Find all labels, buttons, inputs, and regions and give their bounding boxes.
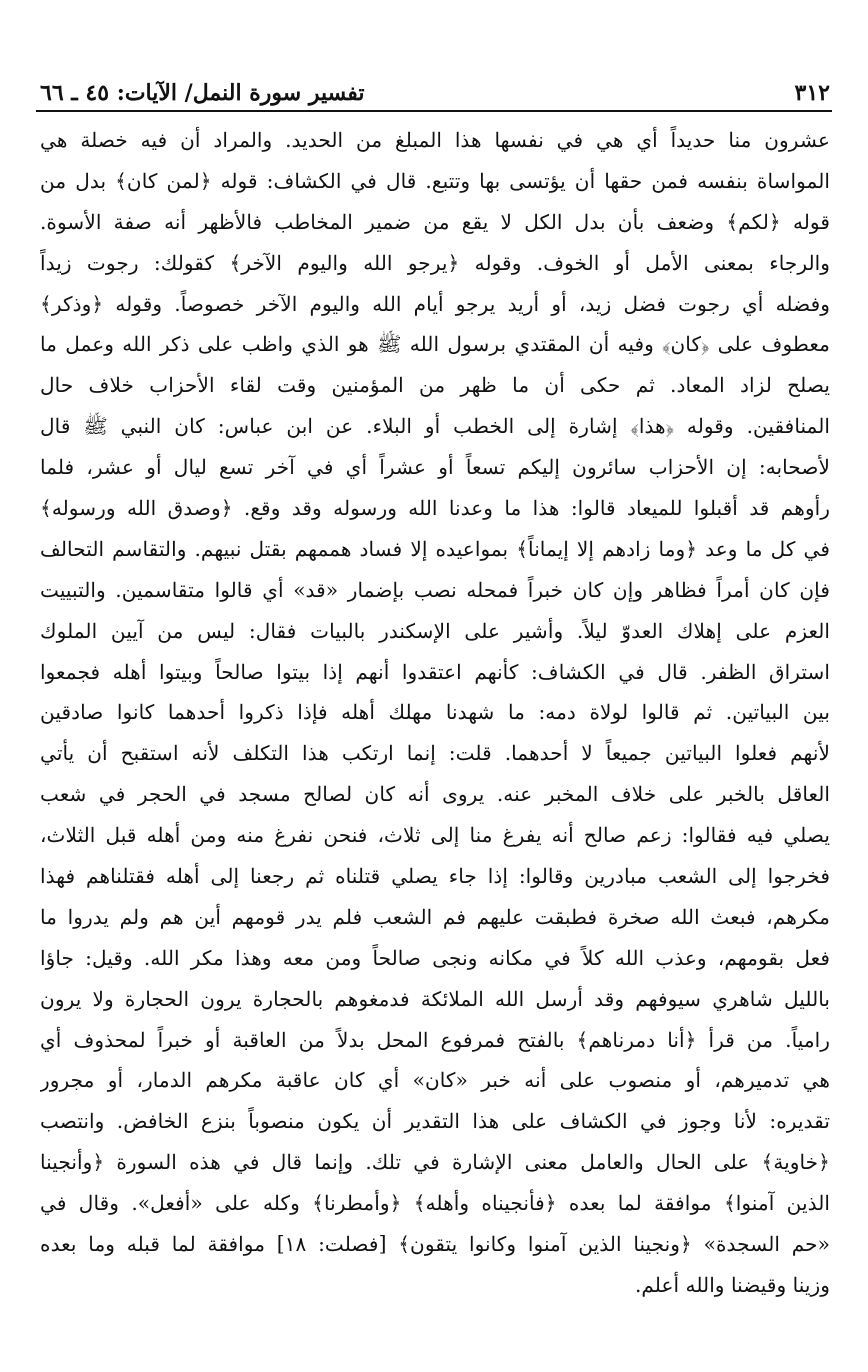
text-line: والرجاء بمعنى الأمل أو الخوف. وقوله ﴿يرجو الله واليوم الآخر﴾ كقولك: رجوت زيداً [40,250,830,275]
text-line: العزم على إهلاك العدوّ ليلاً. وأشير على الإسكندر بالبيات فقال: ليس من آيين الملوك [40,618,830,643]
body-text [40,120,830,1306]
text-line: الذين آمنوا﴾ موافقة لما بعده ﴿فأنجيناه وأهله﴾ ﴿وأمطرنا﴾ وكله على «أفعل». وقال في [40,1191,830,1216]
text-line: هي تدميرهم، أو منصوب على أنه خبر «كان» أي كان عاقبة مكرهم الدمار، أو مجرور [40,1068,830,1093]
header-rule [36,110,832,112]
text-line: المواساة بنفسه فمن حقها أن يؤتسى بها وتتبع. قال في الكشاف: قوله ﴿لمن كان﴾ بدل من [40,168,830,193]
text-line: وزينا وقيضنا والله أعلم. [634,1272,830,1297]
page-number: ٣١٢ [794,80,830,106]
text-line: رامياً. من قرأ ﴿أنا دمرناهم﴾ بالفتح فمرفوع المحل بدلاً من العاقبة أو خبراً لمحذوف أي [40,1027,830,1052]
text-line: «حم السجدة» ﴿ونجينا الذين آمنوا وكانوا يتقون﴾ [فصلت: ١٨] موافقة لما قبله وما بعده [40,1232,830,1257]
text-line: تقديره: لأنا وجوز في الكشاف على هذا التقدير أن يكون منصوباً بنزع الخافض. وانتصب [40,1109,830,1134]
text-line: رأوهم قد أقبلوا للميعاد قالوا: هذا ما وعدنا الله ورسوله وقد وقع. ﴿وصدق الله ورسوله﴾ [40,496,830,521]
text-line: فعل بقومهم، وعذب الله كلاً في مكانه ونجى صالحاً ومن معه وهذا مكر الله. وقيل: جاؤا [40,945,830,970]
page-header [40,72,830,106]
text-line: يصلي فيه فقالوا: زعم صالح أنه يفرغ منا إلى ثلاث، فنحن نفرغ منه ومن أهله قبل الثلاث، [40,823,830,848]
text-line: قوله ﴿لكم﴾ وضعف بأن بدل الكل لا يقع من ضمير المخاطب فالأظهر أنه صفة الأسوة. [40,209,830,234]
text-line: وفضله أي رجوت فضل زيد، أو أريد يرجو أيام الله واليوم الآخر خصوصاً. وقوله ﴿وذكر﴾ [40,291,830,316]
text-line: المنافقين. وقوله ﴿هذا﴾ إشارة إلى الخطب أو البلاء. عن ابن عباس: كان النبي ﷺ قال [40,414,830,439]
text-line: بين البياتين. ثم قالوا لولاة دمه: ما شهدنا مهلك أهله فإذا ذكروا أحدهما كانوا صادقين [40,700,830,725]
running-title: تفسير سورة النمل/ الآيات: ٤٥ ـ ٦٦ [40,80,365,106]
text-line: يصلح لزاد المعاد. ثم حكى أن ما ظهر من المؤمنين وقت لقاء الأحزاب خلاف حال [40,373,830,398]
text-line: عشرون منا حديداً أي هي في نفسها هذا المبلغ من الحديد. والمراد أن فيه خصلة هي [40,128,830,152]
text-line: العاقل بالخبر على خلاف المخبر عنه. يروى أنه كان لصالح مسجد في الحجر في شعب [40,782,830,807]
text-line: بالليل شاهري سيوفهم وقد أرسل الله الملائكة فدمغوهم بالحجارة يرون الحجارة ولا يرون [40,986,830,1011]
text-line: فخرجوا إلى الشعب مبادرين وقالوا: إذا جاء يصلي قتلناه ثم رجعنا إلى أهله فقتلناهم فهذا [40,864,830,889]
text-line: معطوف على ﴿كان﴾ وفيه أن المقتدي برسول الله ﷺ هو الذي واظب على ذكر الله وعمل ما [40,332,830,357]
text-line: استراق الظفر. قال في الكشاف: كأنهم اعتقدوا أنهم إذا بيتوا صالحاً وبيتوا أهله فجمعوا [40,659,830,684]
text-line: مكرهم، فبعث الله صخرة فطبقت عليهم فم الشعب فلم يدر قومهم أين هم ولم يدروا ما [40,904,830,929]
text-line: لأنهم فعلوا البياتين جميعاً لا أحدهما. قلت: إنما ارتكب هذا التكلف لأنه استقبح أن يأتي [40,741,830,766]
text-line: لأصحابه: إن الأحزاب سائرون إليكم تسعاً أو عشراً أي في آخر تسع ليال أو عشر، فلما [40,455,830,480]
text-line: ﴿خاوية﴾ على الحال والعامل معنى الإشارة في تلك. وإنما قال في هذه السورة ﴿وأنجينا [40,1150,830,1175]
text-line: فإن كان أمراً فظاهر وإن كان خبراً فمحله نصب بإضمار «قد» أي قالوا متقاسمين. والتبييت [40,577,830,602]
text-line: في كل ما وعد ﴿وما زادهم إلا إيماناً﴾ بمواعيده إلا فساد هممهم بقتل نبيهم. والتقاسم التحالف [40,536,830,561]
